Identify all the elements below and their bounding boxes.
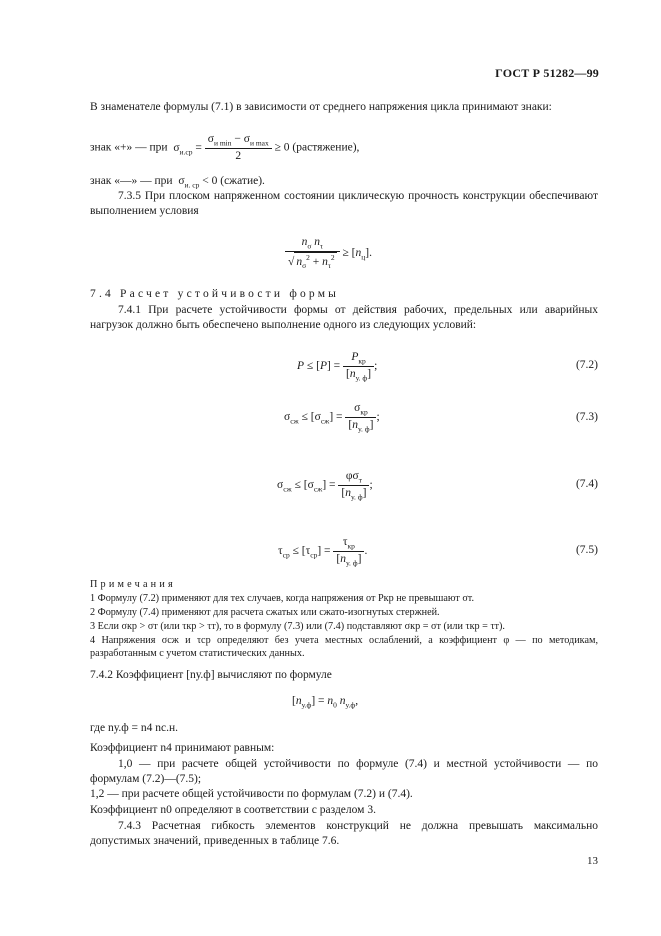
equation-number-7-3: (7.3) bbox=[575, 411, 598, 423]
sign-minus-tail: < 0 (сжатие). bbox=[202, 175, 265, 187]
coefficient-n4-item-2: 1,2 — при расчете общей устойчивости по формулам (7.2) и (7.4). bbox=[90, 788, 413, 800]
note-3: 3 Если σкр > σт (или τкр > τт), то в формулу (7.3) или (7.4) подставляют σкр = σт (или τкр = τт). bbox=[90, 621, 505, 632]
formula-sign-plus bbox=[90, 132, 359, 164]
coefficient-n0-line: Коэффициент n0 определяют в соответствии с разделом 3. bbox=[90, 804, 376, 816]
formula-7-2: P ≤ [P] = $\frac{P_{кр}}{[n_{у. ф}]}$ ; bbox=[297, 351, 378, 383]
paragraph-7-4-3: 7.4.3 Расчетная гибкость элементов конструкций не должна превышать максимально допустимых значений, приведенных в таблице 7.6. bbox=[90, 820, 598, 847]
coefficient-n4-line: Коэффициент n4 принимают равным: bbox=[90, 742, 275, 754]
sigma-symbol: $\sigma_{и. ср}$ bbox=[175, 175, 200, 190]
equation-number-7-2: (7.2) bbox=[575, 359, 598, 371]
sign-plus-text: знак «+» — при bbox=[90, 141, 168, 154]
paragraph-7-4-2: 7.4.2 Коэффициент [nу.ф] вычисляют по формуле bbox=[90, 669, 332, 681]
fraction-stress-amplitude: $\frac{\sigma_{и min} - \sigma_{и max}}{2}$ bbox=[205, 132, 272, 164]
formula-sign-minus bbox=[90, 174, 265, 190]
page-number: 13 bbox=[587, 854, 598, 867]
sign-minus-text: знак «—» — при bbox=[90, 175, 173, 187]
note-4: 4 Напряжения σсж и τср определяют без учета местных ослаблений, а коэффициент φ — по методикам, разработанным с учетом статистических данных. bbox=[90, 635, 598, 660]
notes-title: Примечания bbox=[90, 579, 176, 590]
formula-7-3: $\sigma_{сж} \le [\sigma_{сж}]$ = $\frac{\sigma_{кр}}{[n_{у. ф}]}$ ; bbox=[284, 402, 380, 434]
where-line: где nу.ф = n4 nс.н. bbox=[90, 722, 179, 734]
equation-number-7-5: (7.5) bbox=[575, 544, 598, 556]
formula-stability-coefficient: $[n_{у.ф}] = n_0$ $n_{у.ф}$, bbox=[292, 695, 359, 710]
equation-number-7-4: (7.4) bbox=[575, 478, 598, 490]
section-7-4-title: 7.4 Расчет устойчивости формы bbox=[90, 288, 340, 300]
paragraph-7-4-1: 7.4.1 При расчете устойчивости формы от действия рабочих, предельных или аварийных нагрузок должно быть обеспечено выполнение одного из следующих условий: bbox=[90, 304, 598, 331]
formula-7-4: $\sigma_{сж} \le [\sigma_{сж}]$ = $\frac{\varphi\sigma_т}{[n_{у. ф}]}$ ; bbox=[277, 470, 373, 502]
note-1: 1 Формулу (7.2) применяют для тех случаев, когда напряжения от Pкр не превышают σт. bbox=[90, 593, 475, 604]
note-2: 2 Формулу (7.4) применяют для расчета сжатых или сжато-изогнутых стержней. bbox=[90, 607, 440, 618]
sigma-symbol: $\sigma_{и.ср}$ = bbox=[170, 141, 205, 156]
formula-plane-stress-condition: $\frac{n_\sigma n_\tau}{√ n_\sigma^2 + n_\tau^2}$ ≥ $[n_ц]$. bbox=[285, 235, 372, 271]
document-header: ГОСТ Р 51282—99 bbox=[495, 66, 599, 80]
formula-7-5: $\tau_{ср} \le [\tau_{ср}]$ = $\frac{\tau_{кр}}{[n_{у. ф}]}$ . bbox=[278, 536, 368, 568]
paragraph-7-3-5: 7.3.5 При плоском напряженном состоянии циклическую прочность конструкции обеспечивают выполнением условия bbox=[90, 190, 598, 217]
paragraph-denominator-signs: В знаменателе формулы (7.1) в зависимости от среднего напряжения цикла принимают знаки: bbox=[90, 101, 552, 113]
sign-plus-tail: ≥ 0 (растяжение), bbox=[274, 141, 360, 154]
coefficient-n4-item-1: 1,0 — при расчете общей устойчивости по формуле (7.4) и местной устойчивости — по формулам (7.2)—(7.5); bbox=[90, 758, 598, 785]
